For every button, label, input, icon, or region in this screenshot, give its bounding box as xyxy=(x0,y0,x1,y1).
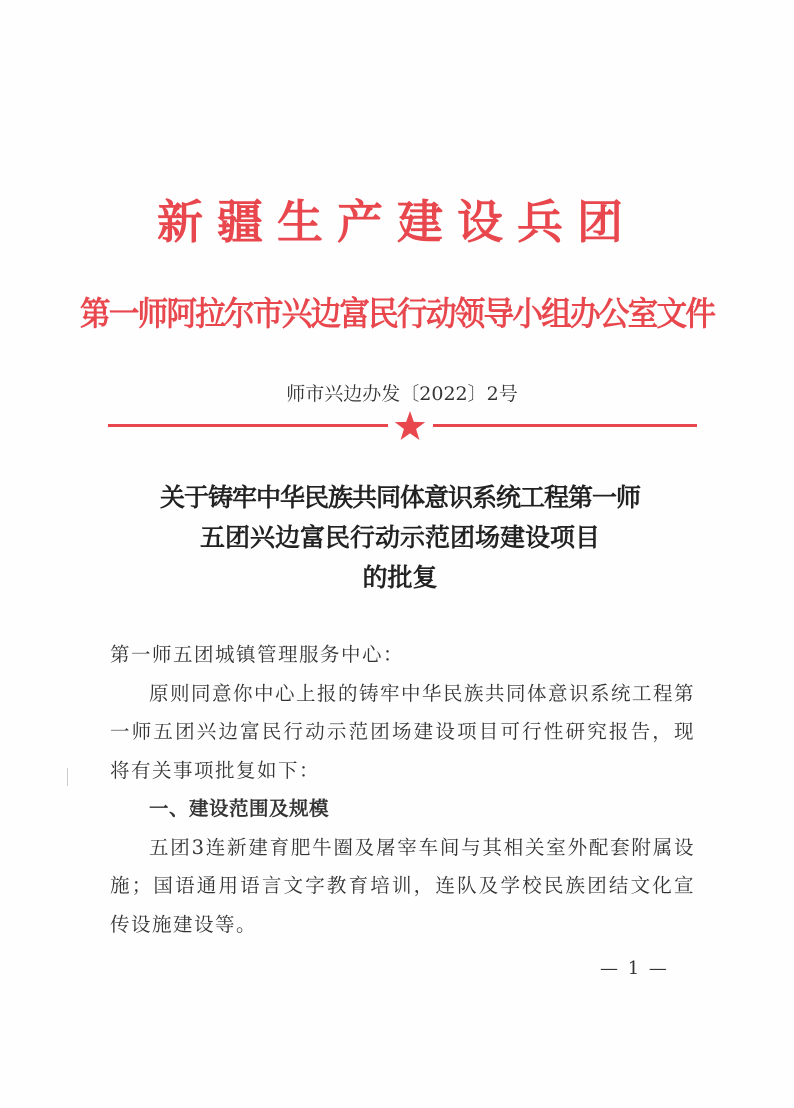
scan-artifact xyxy=(67,768,68,786)
section-heading-1: 一、建设范围及规模 xyxy=(149,797,330,820)
document-body xyxy=(110,636,695,944)
red-divider-right xyxy=(433,424,697,427)
red-star-icon xyxy=(394,411,426,441)
page-number: — 1 — xyxy=(600,958,669,979)
document-number: 师市兴边办发〔2022〕2号 xyxy=(286,383,518,405)
paragraph-approval: 原则同意你中心上报的铸牢中华民族共同体意识系统工程第一师五团兴边富民行动示范团场建设项目可行性研究报告，现将有关事项批复如下： xyxy=(110,681,696,782)
issuing-organization-line1: 新疆生产建设兵团 xyxy=(157,195,637,249)
title-line-1: 关于铸牢中华民族共同体意识系统工程第一师 xyxy=(159,483,640,512)
issuing-organization-line2: 第一师阿拉尔市兴边富民行动领导小组办公室文件 xyxy=(79,294,715,333)
addressee: 第一师五团城镇管理服务中心： xyxy=(110,643,405,666)
title-line-2: 五团兴边富民行动示范团场建设项目 xyxy=(199,523,600,552)
document-title xyxy=(100,478,700,598)
title-line-3: 的批复 xyxy=(362,563,438,592)
red-divider-left xyxy=(108,424,388,427)
section-1-text: 五团3连新建育肥牛圈及屠宰车间与其相关室外配套附属设施；国语通用语言文字教育培训，连队及学校民族团结文化宣传设施建设等。 xyxy=(110,835,695,936)
